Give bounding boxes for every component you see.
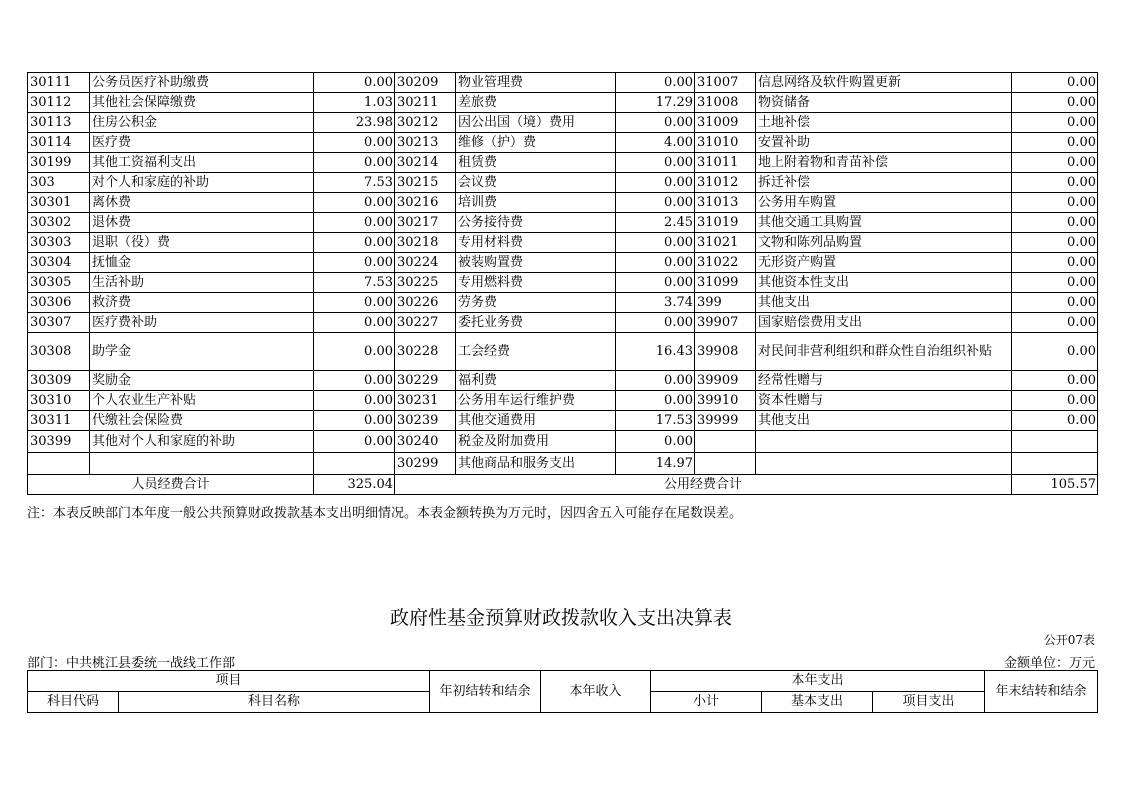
value-cell: 1.03 (314, 93, 395, 113)
code-cell: 30302 (28, 213, 90, 233)
fund-budget-table (27, 670, 1098, 713)
value-cell: 0.00 (314, 253, 395, 273)
code-cell: 39908 (695, 333, 756, 371)
code-cell: 30304 (28, 253, 90, 273)
code-cell: 30213 (395, 133, 456, 153)
value-cell: 0.00 (314, 411, 395, 431)
table-row (28, 313, 1098, 333)
value-cell: 0.00 (314, 333, 395, 371)
header-carry-end: 年末结转和结余 (985, 671, 1098, 713)
value-cell: 0.00 (314, 133, 395, 153)
name-cell: 劳务费 (456, 293, 616, 313)
header-project-expense: 项目支出 (873, 692, 985, 713)
value-cell: 0.00 (1012, 233, 1098, 253)
header-basic: 基本支出 (762, 692, 873, 713)
name-cell: 公务员医疗补助缴费 (90, 73, 314, 93)
value-cell (1012, 453, 1098, 475)
public-total-value: 105.57 (1012, 475, 1098, 495)
code-cell: 30212 (395, 113, 456, 133)
code-cell: 31022 (695, 253, 756, 273)
code-cell: 30216 (395, 193, 456, 213)
value-cell: 0.00 (1012, 173, 1098, 193)
name-cell (756, 453, 1012, 475)
table-row (28, 233, 1098, 253)
value-cell: 0.00 (616, 193, 695, 213)
name-cell: 工会经费 (456, 333, 616, 371)
code-cell: 30301 (28, 193, 90, 213)
name-cell: 其他交通费用 (456, 411, 616, 431)
name-cell: 税金及附加费用 (456, 431, 616, 453)
name-cell: 退休费 (90, 213, 314, 233)
code-cell: 30227 (395, 313, 456, 333)
value-cell: 0.00 (616, 431, 695, 453)
code-cell: 31019 (695, 213, 756, 233)
table-row (28, 411, 1098, 431)
name-cell: 信息网络及软件购置更新 (756, 73, 1012, 93)
name-cell: 拆迁补偿 (756, 173, 1012, 193)
value-cell: 0.00 (314, 391, 395, 411)
code-cell (695, 453, 756, 475)
code-cell: 30114 (28, 133, 90, 153)
value-cell: 0.00 (616, 391, 695, 411)
code-cell: 30228 (395, 333, 456, 371)
value-cell: 0.00 (616, 173, 695, 193)
value-cell: 0.00 (1012, 253, 1098, 273)
value-cell: 0.00 (616, 371, 695, 391)
code-cell: 31009 (695, 113, 756, 133)
department-label: 部门：中共桃江县委统一战线工作部 (27, 656, 236, 671)
code-cell: 30113 (28, 113, 90, 133)
name-cell: 救济费 (90, 293, 314, 313)
public-total-label: 公用经费合计 (395, 475, 1012, 495)
value-cell: 0.00 (314, 371, 395, 391)
value-cell: 17.53 (616, 411, 695, 431)
name-cell: 租赁费 (456, 153, 616, 173)
personnel-total-label: 人员经费合计 (28, 475, 314, 495)
value-cell: 0.00 (1012, 333, 1098, 371)
name-cell: 国家赔偿费用支出 (756, 313, 1012, 333)
name-cell: 公务用车购置 (756, 193, 1012, 213)
value-cell: 16.43 (616, 333, 695, 371)
table-row (28, 73, 1098, 93)
code-cell: 30218 (395, 233, 456, 253)
value-cell (314, 453, 395, 475)
name-cell: 离休费 (90, 193, 314, 213)
name-cell: 其他交通工具购置 (756, 213, 1012, 233)
code-cell: 30111 (28, 73, 90, 93)
code-cell: 39909 (695, 371, 756, 391)
value-cell: 7.53 (314, 173, 395, 193)
value-cell: 0.00 (1012, 93, 1098, 113)
code-cell: 31010 (695, 133, 756, 153)
page-title: 政府性基金预算财政拨款收入支出决算表 (389, 607, 732, 629)
table-row (28, 153, 1098, 173)
code-cell: 399 (695, 293, 756, 313)
code-cell: 30306 (28, 293, 90, 313)
name-cell: 地上附着物和青苗补偿 (756, 153, 1012, 173)
name-cell: 助学金 (90, 333, 314, 371)
value-cell: 14.97 (616, 453, 695, 475)
name-cell: 土地补偿 (756, 113, 1012, 133)
code-cell: 30209 (395, 73, 456, 93)
name-cell: 文物和陈列品购置 (756, 233, 1012, 253)
name-cell: 其他工资福利支出 (90, 153, 314, 173)
table-row (28, 93, 1098, 113)
name-cell: 委托业务费 (456, 313, 616, 333)
name-cell: 生活补助 (90, 273, 314, 293)
name-cell: 差旅费 (456, 93, 616, 113)
name-cell: 奖励金 (90, 371, 314, 391)
value-cell: 0.00 (616, 253, 695, 273)
name-cell: 维修（护）费 (456, 133, 616, 153)
name-cell: 对个人和家庭的补助 (90, 173, 314, 193)
table-row (28, 431, 1098, 453)
header-carry-begin: 年初结转和结余 (430, 671, 541, 713)
code-cell: 30226 (395, 293, 456, 313)
totals-row (28, 475, 1098, 495)
personnel-total-value: 325.04 (314, 475, 395, 495)
value-cell: 0.00 (1012, 213, 1098, 233)
code-cell: 30399 (28, 431, 90, 453)
value-cell: 17.29 (616, 93, 695, 113)
table-row (28, 113, 1098, 133)
code-cell: 30231 (395, 391, 456, 411)
code-cell: 31008 (695, 93, 756, 113)
name-cell: 物业管理费 (456, 73, 616, 93)
name-cell: 其他支出 (756, 411, 1012, 431)
value-cell: 0.00 (1012, 153, 1098, 173)
name-cell: 经常性赠与 (756, 371, 1012, 391)
value-cell: 0.00 (1012, 293, 1098, 313)
table-number: 公开07表 (1043, 633, 1095, 647)
value-cell: 0.00 (616, 233, 695, 253)
code-cell: 30239 (395, 411, 456, 431)
code-cell: 30224 (395, 253, 456, 273)
code-cell: 31099 (695, 273, 756, 293)
code-cell: 31021 (695, 233, 756, 253)
code-cell: 30307 (28, 313, 90, 333)
value-cell: 0.00 (1012, 313, 1098, 333)
name-cell: 其他商品和服务支出 (456, 453, 616, 475)
code-cell: 30199 (28, 153, 90, 173)
name-cell: 其他资本性支出 (756, 273, 1012, 293)
value-cell: 0.00 (1012, 371, 1098, 391)
name-cell: 被装购置费 (456, 253, 616, 273)
code-cell (28, 453, 90, 475)
name-cell: 因公出国（境）费用 (456, 113, 616, 133)
code-cell: 31012 (695, 173, 756, 193)
value-cell: 0.00 (314, 431, 395, 453)
name-cell: 医疗费 (90, 133, 314, 153)
code-cell: 31013 (695, 193, 756, 213)
value-cell: 0.00 (1012, 411, 1098, 431)
value-cell: 0.00 (314, 293, 395, 313)
table-row (28, 273, 1098, 293)
name-cell: 安置补助 (756, 133, 1012, 153)
code-cell: 30240 (395, 431, 456, 453)
value-cell: 0.00 (314, 153, 395, 173)
value-cell: 0.00 (616, 273, 695, 293)
name-cell (90, 453, 314, 475)
value-cell: 0.00 (616, 113, 695, 133)
value-cell: 0.00 (314, 233, 395, 253)
name-cell: 医疗费补助 (90, 313, 314, 333)
code-cell: 30214 (395, 153, 456, 173)
code-cell: 30305 (28, 273, 90, 293)
table-row (28, 133, 1098, 153)
table-note: 注：本表反映部门本年度一般公共预算财政拨款基本支出明细情况。本表金额转换为万元时，因四舍五入可能存在尾数误差。 (27, 506, 743, 521)
table-row (28, 293, 1098, 313)
table-row (28, 371, 1098, 391)
name-cell: 培训费 (456, 193, 616, 213)
header-expense: 本年支出 (651, 671, 985, 692)
code-cell: 30308 (28, 333, 90, 371)
value-cell: 0.00 (616, 313, 695, 333)
value-cell: 0.00 (616, 73, 695, 93)
name-cell: 其他支出 (756, 293, 1012, 313)
name-cell: 福利费 (456, 371, 616, 391)
name-cell: 物资储备 (756, 93, 1012, 113)
value-cell: 23.98 (314, 113, 395, 133)
code-cell: 30217 (395, 213, 456, 233)
value-cell: 0.00 (1012, 193, 1098, 213)
value-cell: 0.00 (616, 153, 695, 173)
table-row (28, 213, 1098, 233)
header-project: 项目 (28, 671, 430, 692)
value-cell: 0.00 (314, 73, 395, 93)
code-cell: 39910 (695, 391, 756, 411)
name-cell: 会议费 (456, 173, 616, 193)
code-cell: 303 (28, 173, 90, 193)
name-cell: 退职（役）费 (90, 233, 314, 253)
table-row (28, 193, 1098, 213)
name-cell: 资本性赠与 (756, 391, 1012, 411)
code-cell: 39999 (695, 411, 756, 431)
code-cell: 30309 (28, 371, 90, 391)
table-row (28, 333, 1098, 371)
table-row (28, 453, 1098, 475)
name-cell: 其他对个人和家庭的补助 (90, 431, 314, 453)
header-subtotal: 小计 (651, 692, 762, 713)
code-cell: 30211 (395, 93, 456, 113)
value-cell: 0.00 (314, 193, 395, 213)
name-cell: 其他社会保障缴费 (90, 93, 314, 113)
name-cell: 代缴社会保险费 (90, 411, 314, 431)
code-cell (695, 431, 756, 453)
code-cell: 30310 (28, 391, 90, 411)
code-cell: 30229 (395, 371, 456, 391)
name-cell: 无形资产购置 (756, 253, 1012, 273)
value-cell: 4.00 (616, 133, 695, 153)
table-row (28, 253, 1098, 273)
header-name: 科目名称 (119, 692, 430, 713)
name-cell: 个人农业生产补贴 (90, 391, 314, 411)
code-cell: 31007 (695, 73, 756, 93)
value-cell: 2.45 (616, 213, 695, 233)
amount-unit-label: 金额单位：万元 (1003, 656, 1095, 671)
code-cell: 31011 (695, 153, 756, 173)
header-code: 科目代码 (28, 692, 119, 713)
name-cell: 专用材料费 (456, 233, 616, 253)
name-cell: 抚恤金 (90, 253, 314, 273)
value-cell: 0.00 (1012, 113, 1098, 133)
code-cell: 30299 (395, 453, 456, 475)
value-cell (1012, 431, 1098, 453)
code-cell: 30215 (395, 173, 456, 193)
header-income: 本年收入 (541, 671, 651, 713)
name-cell: 住房公积金 (90, 113, 314, 133)
name-cell: 公务用车运行维护费 (456, 391, 616, 411)
value-cell: 0.00 (1012, 273, 1098, 293)
name-cell (756, 431, 1012, 453)
code-cell: 30311 (28, 411, 90, 431)
value-cell: 0.00 (314, 313, 395, 333)
name-cell: 对民间非营利组织和群众性自治组织补贴 (756, 333, 1012, 371)
code-cell: 30112 (28, 93, 90, 113)
table-row (28, 391, 1098, 411)
value-cell: 7.53 (314, 273, 395, 293)
value-cell: 3.74 (616, 293, 695, 313)
name-cell: 公务接待费 (456, 213, 616, 233)
value-cell: 0.00 (1012, 133, 1098, 153)
code-cell: 30225 (395, 273, 456, 293)
name-cell: 专用燃料费 (456, 273, 616, 293)
table-row (28, 173, 1098, 193)
code-cell: 30303 (28, 233, 90, 253)
value-cell: 0.00 (1012, 391, 1098, 411)
code-cell: 39907 (695, 313, 756, 333)
value-cell: 0.00 (314, 213, 395, 233)
basic-expenditure-detail-table (27, 72, 1098, 495)
value-cell: 0.00 (1012, 73, 1098, 93)
